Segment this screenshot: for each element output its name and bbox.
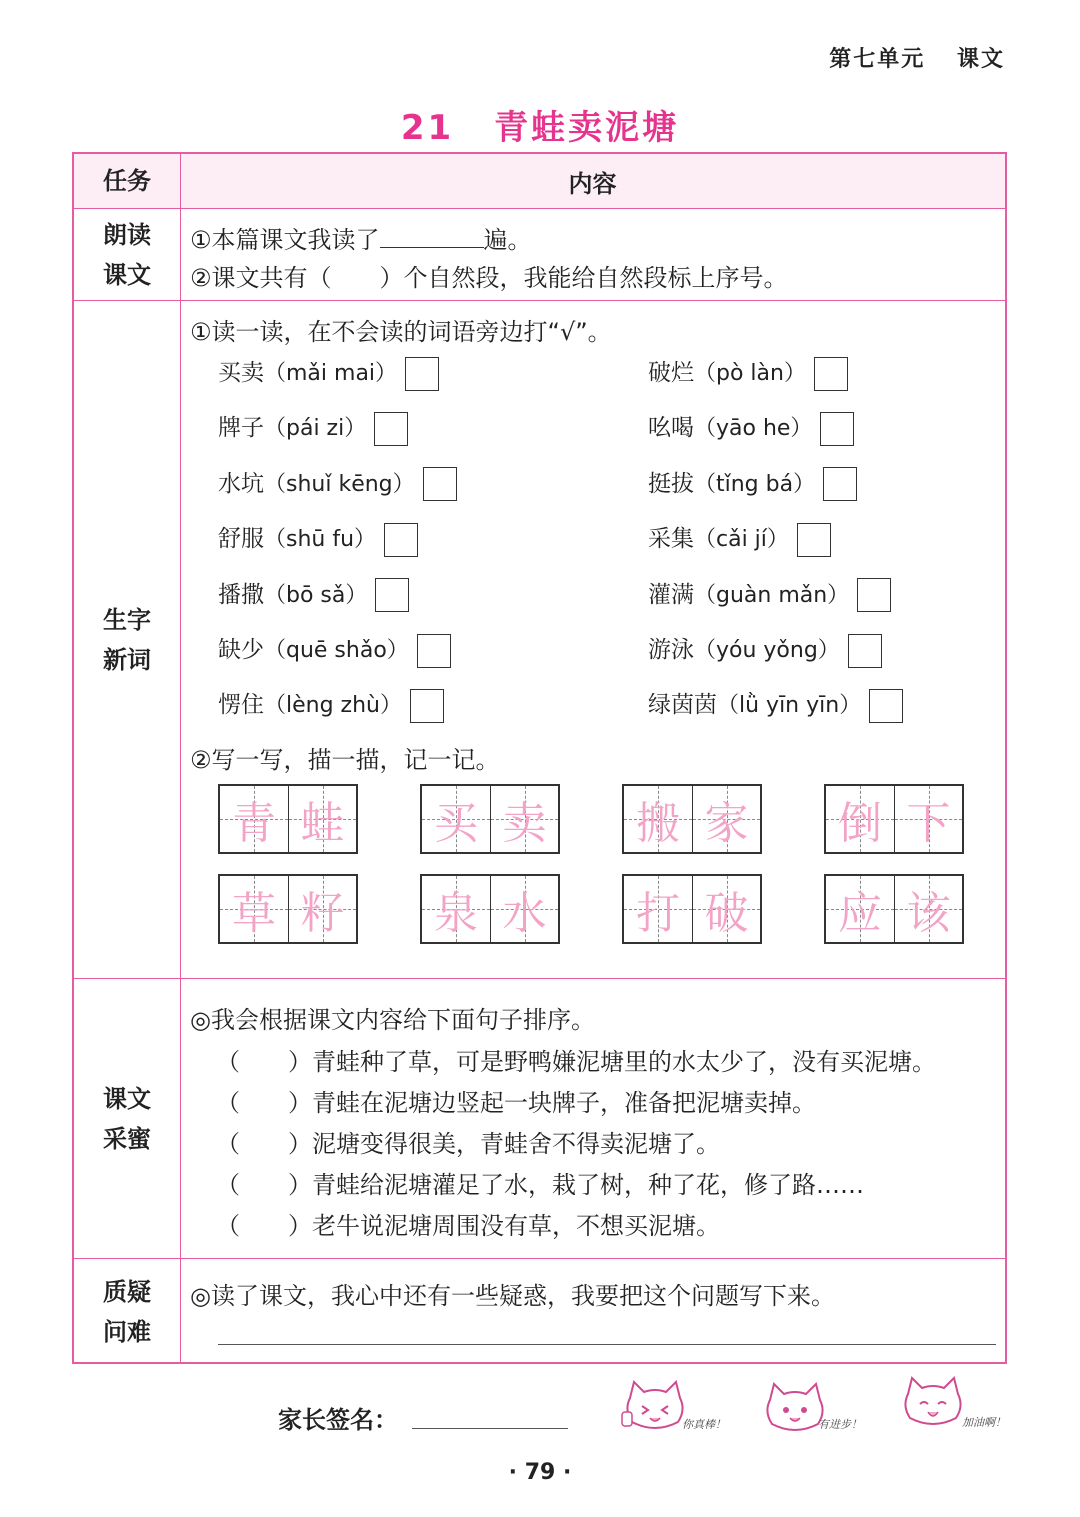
read-times-blank[interactable] [380,225,484,248]
vocab-item [218,631,451,668]
trace-character: 应 [838,888,882,939]
order-instruction: ◎我会根据课文内容给下面句子排序。 [190,1006,595,1034]
tracing-cell[interactable] [826,876,894,942]
reading-label: 朗读课文 [103,221,151,289]
vocab-item [218,686,444,723]
vocab-word: 采集 [648,526,694,553]
order-sentence: （ ）青蛙给泥塘灌足了水，栽了树，种了花，修了路…… [216,1171,864,1199]
vocab-pinyin: （yāo he） [694,416,813,442]
parent-sign-label: 家长签名： [278,1406,398,1434]
vocab-word: 灌满 [648,581,694,608]
col-content-header: 内容 [568,169,617,198]
vocab-pinyin: （lèng zhù） [264,693,402,719]
parent-sign-line[interactable] [412,1428,568,1429]
trace-character: 买 [434,798,478,849]
vocab-word: 水坑 [218,470,264,497]
vocab-word: 游泳 [648,637,694,663]
unit-header [829,42,1005,73]
page-number: · 79 · [508,1460,572,1485]
vocab-item [218,409,408,446]
sticker-cheer [898,1374,1008,1434]
vocab-word: 挺拔 [648,470,694,497]
vocab-word: 破烂 [648,360,694,386]
vocab-pinyin: （pò làn） [694,361,806,386]
check-box[interactable] [823,467,857,501]
vocab-pinyin: （pái zi） [264,416,367,442]
tracing-grid[interactable] [622,784,762,854]
col-task-header: 任务 [103,167,151,195]
vocab-pinyin: （quē shǎo） [264,638,409,663]
order-sentence: （ ）青蛙种了草，可是野鸭嫌泥塘里的水太少了，没有买泥塘。 [216,1048,936,1076]
trace-character: 破 [704,888,749,939]
tracing-cell[interactable] [490,876,558,942]
tracing-cell[interactable] [894,786,962,852]
tracing-cell[interactable] [490,786,558,852]
vocab-pinyin: （guàn mǎn） [694,582,850,608]
trace-character: 搬 [636,798,680,849]
vocab-pinyin: （cǎi jí） [694,527,789,553]
lesson-number: 21 [400,108,455,148]
vocab-item [648,520,831,557]
lesson-title: 青蛙卖泥塘 [494,108,680,148]
check-box[interactable] [869,689,903,723]
check-box[interactable] [820,412,854,446]
check-box[interactable] [857,578,891,612]
check-box[interactable] [410,689,444,723]
sticker-progress [760,1380,870,1440]
vocab-item [648,409,854,446]
check-box[interactable] [375,578,409,612]
tracing-cell[interactable] [288,876,356,942]
order-label: 课文采蜜 [103,1085,151,1153]
vocab-pinyin: （yóu yǒng） [694,638,840,663]
tracing-cell[interactable] [422,786,490,852]
tracing-cell[interactable] [692,876,760,942]
tracing-cell[interactable] [624,786,692,852]
vocab-label: 生字新词 [103,606,151,674]
trace-character: 蛙 [300,798,345,849]
row-divider [74,978,1005,979]
tracing-grid[interactable] [420,784,560,854]
vocab-word: 牌子 [218,415,264,442]
vocab-pinyin: （bō sǎ） [264,582,368,608]
trace-character: 家 [704,798,749,849]
check-box[interactable] [405,357,439,391]
tracing-cell[interactable] [220,786,288,852]
reading-count-line: ①本篇课文我读了 遍。 [190,226,532,254]
vocab-word: 播撒 [218,581,264,608]
check-box[interactable] [814,357,848,391]
vocab-instruction-1: ①读一读，在不会读的词语旁边打“√”。 [190,318,612,346]
trace-character: 该 [906,888,951,939]
trace-character: 倒 [838,798,882,849]
vocab-pinyin: （mǎi mai） [264,361,398,386]
row-divider [74,208,1005,209]
sticker-caption: 有进步！ [818,1418,862,1431]
vocab-word: 缺少 [218,637,264,663]
column-divider [180,154,181,1362]
row-divider [74,1258,1005,1259]
tracing-grid[interactable] [420,874,560,944]
question-label: 质疑问难 [103,1278,151,1346]
trace-character: 青 [232,798,276,849]
unit-label: 第七单元 [829,47,926,72]
vocab-item [648,465,857,502]
order-sentence: （ ）泥塘变得很美，青蛙舍不得卖泥塘了。 [216,1130,720,1158]
cat-face-icon [620,1378,690,1434]
vocab-item [218,465,457,502]
trace-character: 下 [906,798,951,849]
check-box[interactable] [848,634,882,668]
vocab-word: 买卖 [218,360,264,386]
check-box[interactable] [797,523,831,557]
tracing-cell[interactable] [826,786,894,852]
check-box[interactable] [417,634,451,668]
trace-character: 草 [232,888,276,939]
paragraph-count-line: ②课文共有（ ）个自然段，我能给自然段标上序号。 [190,264,788,292]
tracing-cell[interactable] [422,876,490,942]
trace-character: 打 [636,888,680,939]
trace-character: 泉 [434,888,478,939]
page-title [0,100,1080,149]
tracing-grid[interactable] [218,874,358,944]
tracing-cell[interactable] [692,786,760,852]
vocab-word: 绿茵茵 [648,692,717,719]
vocab-pinyin: （shū fu） [264,527,377,553]
tracing-grid[interactable] [218,784,358,854]
sticker-great [620,1378,730,1438]
trace-character: 卖 [502,798,547,849]
check-box[interactable] [384,523,418,557]
vocab-pinyin: （shuǐ kēng） [264,471,415,497]
question-instruction: ◎读了课文，我心中还有一些疑惑，我要把这个问题写下来。 [190,1282,835,1310]
cat-face-icon [898,1374,968,1430]
tracing-cell[interactable] [288,786,356,852]
vocab-item [218,354,439,391]
tracing-cell[interactable] [894,876,962,942]
section-label: 课文 [956,47,1005,72]
sticker-caption: 你真棒！ [682,1418,726,1431]
trace-character: 水 [502,888,547,939]
tracing-grid[interactable] [622,874,762,944]
check-box[interactable] [423,467,457,501]
vocab-item [648,631,882,668]
order-sentence: （ ）青蛙在泥塘边竖起一块牌子，准备把泥塘卖掉。 [216,1089,816,1117]
vocab-pinyin: （lǜ yīn yīn） [717,693,862,719]
vocab-word: 愣住 [218,692,264,719]
task-table [72,152,1007,1364]
vocab-instruction-2: ②写一写，描一描，记一记。 [190,746,500,774]
tracing-cell[interactable] [624,876,692,942]
vocab-item [648,354,848,391]
tracing-cell[interactable] [220,876,288,942]
order-sentence: （ ）老牛说泥塘周围没有草，不想买泥塘。 [216,1212,720,1240]
vocab-item [218,520,418,557]
vocab-pinyin: （tǐng bá） [694,471,816,497]
sticker-caption: 加油啊！ [962,1416,1006,1429]
trace-character: 籽 [300,888,345,939]
vocab-item [648,686,903,723]
vocab-item [218,576,409,613]
vocab-word: 吆喝 [648,415,694,442]
tracing-grid[interactable] [824,874,964,944]
check-box[interactable] [374,412,408,446]
vocab-word: 舒服 [218,526,264,553]
question-answer-line[interactable] [218,1344,996,1345]
row-divider [74,300,1005,301]
tracing-grid[interactable] [824,784,964,854]
vocab-item [648,576,891,613]
